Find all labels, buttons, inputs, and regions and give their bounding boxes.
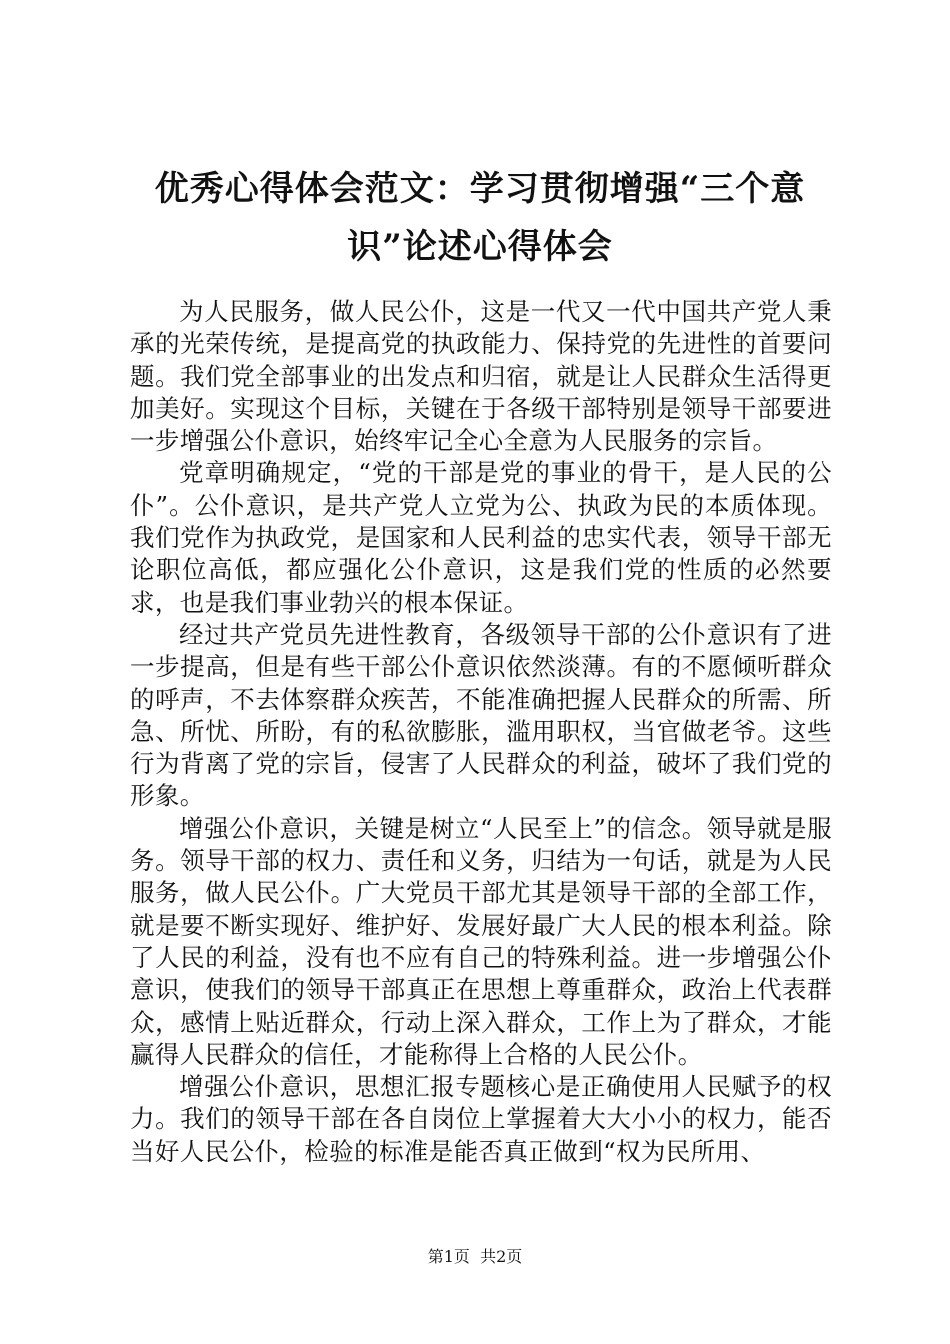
paragraph: 为人民服务，做人民公仆，这是一代又一代中国共产党人秉承的光荣传统，是提高党的执政能力、保持党的先进性的首要问题。我们党全部事业的出发点和归宿，就是让人民群众生活得更加美好。实现这个目标，关键在于各级干部特别是领导干部要进一步增强公仆意识，始终牢记全心全意为人民服务的宗旨。 [130,297,832,456]
paragraph: 增强公仆意识，关键是树立“人民至上”的信念。领导就是服务。领导干部的权力、责任和义务，归结为一句话，就是为人民服务，做人民公仆。广大党员干部尤其是领导干部的全部工作，就是要不断实现好、维护好、发展好最广大人民的根本利益。除了人民的利益，没有也不应有自己的特殊利益。进一步增强公仆意识，使我们的领导干部真正在思想上尊重群众，政治上代表群众，感情上贴近群众，行动上深入群众，工作上为了群众，才能赢得人民群众的信任，才能称得上合格的人民公仆。 [130,813,832,1069]
page-number-current: 第1页 [427,1247,470,1266]
page-footer [0,1245,950,1269]
paragraph: 党章明确规定，“党的干部是党的事业的骨干，是人民的公仆”。公仆意识，是共产党人立党为公、执政为民的本质体现。我们党作为执政党，是国家和人民利益的忠实代表，领导干部无论职位高低，都应强化公仆意识，这是我们党的性质的必然要求，也是我们事业勃兴的根本保证。 [130,458,832,617]
paragraph: 经过共产党员先进性教育，各级领导干部的公仆意识有了进一步提高，但是有些干部公仆意识依然淡薄。有的不愿倾听群众的呼声，不去体察群众疾苦，不能准确把握人民群众的所需、所急、所忧、所盼，有的私欲膨胀，滥用职权，当官做老爷。这些行为背离了党的宗旨，侵害了人民群众的利益，破坏了我们党的形象。 [130,619,832,811]
page-number-total: 共2页 [480,1247,523,1266]
document-title: 优秀心得体会范文：学习贯彻增强“三个意识”论述心得体会 [154,169,806,267]
document-body [130,296,832,1168]
footer-separator [470,1247,480,1266]
paragraph: 增强公仆意识，思想汇报专题核心是正确使用人民赋予的权力。我们的领导干部在各自岗位上掌握着大大小小的权力，能否当好人民公仆，检验的标准是能否真正做到“权为民所用、 [130,1072,832,1166]
